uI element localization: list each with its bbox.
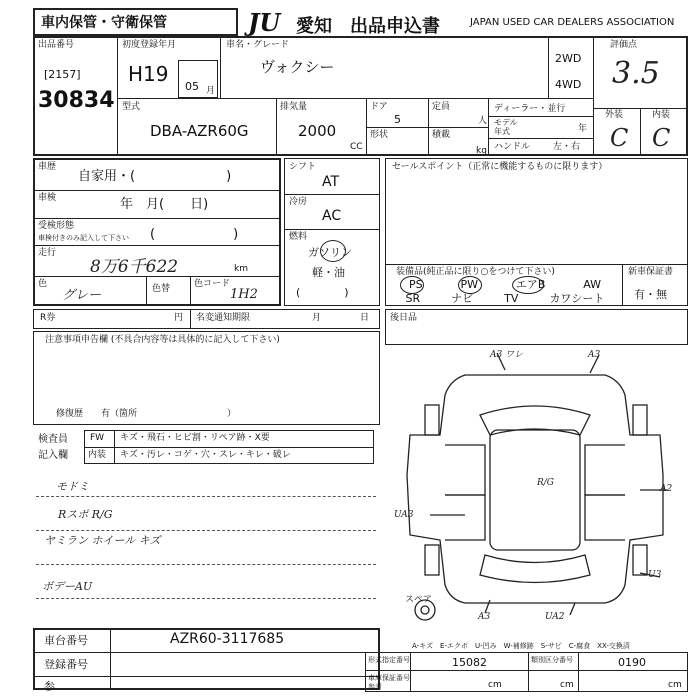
ju-logo: JU: [248, 8, 281, 37]
right-door-rear: [585, 495, 625, 540]
fuel-label: 燃料: [289, 232, 308, 242]
shift-label: シフト: [289, 162, 317, 172]
roof: [490, 430, 580, 550]
load-unit: kg: [476, 146, 487, 156]
assoc-name: JAPAN USED CAR DEALERS ASSOCIATION: [470, 17, 675, 28]
mark-4: A2: [660, 484, 673, 494]
mileage-value: 8万6千622: [90, 257, 179, 277]
mileage-unit: km: [234, 264, 248, 274]
equip-airbag: エアB: [515, 278, 546, 291]
handwritten-note-1: モドミ: [56, 480, 89, 493]
fuel-gas-circle: [320, 240, 346, 262]
int-label: 内装: [652, 110, 671, 120]
displacement-unit: CC: [350, 142, 363, 152]
handle-opts: 左・右: [553, 142, 581, 152]
fuel-other: ( ): [296, 286, 349, 299]
equip-aw: AW: [583, 278, 602, 291]
doors-label: ドア: [370, 102, 388, 112]
mark-5: UA3: [394, 510, 414, 520]
score-value: 3.5: [612, 56, 660, 91]
ext-value: C: [610, 124, 629, 152]
tax-notice-day: 日: [360, 313, 370, 323]
r-ticket-label: R券: [40, 313, 56, 323]
first-reg-era: H19: [128, 62, 169, 86]
ac-label: 冷房: [289, 197, 308, 207]
dims-unit-1: cm: [488, 680, 502, 690]
int-items-label: 内装: [88, 450, 107, 460]
first-reg-month-unit: 月: [206, 86, 216, 96]
handwritten-note-2: Rスポ R/G: [58, 508, 113, 521]
left-door-front: [445, 445, 485, 495]
equip-ps: PS: [408, 278, 423, 291]
displacement-value: 2000: [298, 122, 337, 140]
capacity-unit: 人: [478, 116, 488, 126]
handwritten-note-3: ヤミラン ホイール キズ: [44, 534, 161, 547]
year-unit: 年: [578, 124, 588, 134]
fw-label: FW: [90, 433, 105, 443]
right-door-front: [585, 445, 625, 495]
org-name: 愛知: [296, 16, 332, 37]
month-box: [178, 60, 218, 98]
wheel-rl: [425, 545, 439, 575]
storage-label: 車内保管・守衛保管: [41, 15, 167, 31]
car-name: ヴォクシー: [260, 58, 335, 76]
mark-8: UA2: [545, 612, 565, 622]
mark-7: A3: [478, 612, 491, 622]
first-reg-label: 初度登録年月: [122, 40, 177, 50]
int-items: キズ・汚レ・コゲ・穴・スレ・キレ・破レ: [120, 450, 291, 460]
equip-pw: PW: [460, 278, 478, 291]
color-label: 色: [38, 279, 48, 289]
equip-label: 装備品(純正品に限り○をつけて下さい): [396, 267, 555, 277]
r-ticket-unit: 円: [174, 313, 184, 323]
load-label: 積載: [432, 130, 451, 140]
shift-value: AT: [322, 174, 340, 190]
blank-label: 参: [44, 680, 55, 693]
class-label: 類別区分番号: [531, 656, 573, 664]
wheel-rr: [633, 545, 647, 575]
tax-notice-label: 名変通知期限: [196, 313, 251, 323]
wheel-fr: [633, 405, 647, 435]
handwritten-note-4: ボデーAU: [42, 580, 93, 593]
warranty-value: 有・無: [634, 288, 667, 301]
lot-subno: [2157]: [44, 68, 81, 81]
score-label: 評価点: [610, 40, 638, 50]
inspection-value: 年 月( 日): [120, 197, 209, 212]
color-code-label: 色コード: [194, 279, 231, 289]
model-label: 型式: [122, 102, 141, 112]
displacement-label: 排気量: [280, 102, 308, 112]
mileage-label: 走行: [38, 248, 57, 258]
class-value: 0190: [618, 656, 646, 669]
chassis-label: 車台番号: [44, 634, 88, 647]
dims-label1: 車庫保証番号: [368, 674, 410, 682]
handle-label: ハンドル: [494, 142, 531, 152]
lot-number: 30834: [38, 88, 115, 113]
drive-2wd: 2WD: [555, 52, 582, 65]
body-outline: [407, 375, 663, 603]
doors-value: 5: [394, 113, 401, 126]
notes-label: 注意事項申告欄 (不具合内容等は具体的に記入して下さい): [45, 335, 280, 345]
after-date-box: [385, 309, 688, 345]
equip-leather: カワシート: [549, 292, 605, 305]
inspector-label2: 記入欄: [38, 450, 68, 461]
ps-circle: [400, 276, 424, 294]
dims-unit-2: cm: [560, 680, 574, 690]
color-change-label: 色替: [152, 284, 171, 294]
color-code-value: 1H2: [230, 287, 258, 302]
history-label: 車歴: [38, 162, 57, 172]
mark-6: U3: [648, 570, 662, 580]
warranty-label: 新車保証書: [628, 267, 674, 277]
inspector-label1: 検査員: [38, 434, 68, 445]
dims-label2: 参考: [368, 683, 382, 691]
dims-unit-3: cm: [668, 680, 682, 690]
airbag-circle: [512, 276, 544, 294]
reg-label: 登録番号: [44, 658, 88, 671]
lot-label: 出品番号: [38, 40, 75, 50]
after-date-label: 後日品: [390, 313, 418, 323]
ext-label: 外装: [605, 110, 624, 120]
first-reg-month: 05: [185, 80, 199, 93]
capacity-label: 定員: [432, 102, 451, 112]
car-label: 車名・グレード: [226, 40, 290, 50]
equip-tv: TV: [504, 292, 519, 305]
form-type-value: 15082: [452, 656, 487, 669]
int-value: C: [652, 124, 671, 152]
fuel-diesel: 軽・油: [312, 266, 345, 279]
fuel-gas: ガソリン: [308, 246, 352, 259]
history-value: 自家用・( ): [78, 169, 232, 184]
accept-value: ( ): [150, 227, 239, 242]
form-title: 出品申込書: [350, 16, 440, 37]
equip-navi: ナビ: [451, 292, 474, 305]
mark-1: A3 ワレ: [490, 350, 524, 360]
inspection-label: 車検: [38, 193, 57, 203]
fw-items: キズ・飛石・ヒビ割・リペア跡・X要: [120, 433, 270, 443]
wheel-fl: [425, 405, 439, 435]
shape-label: 形状: [370, 130, 389, 140]
tax-notice-month: 月: [312, 313, 322, 323]
dealer-label: ディーラー・並行: [494, 104, 566, 114]
equip-sr: SR: [405, 292, 421, 305]
left-door-rear: [445, 495, 485, 540]
model-value: DBA-AZR60G: [150, 122, 249, 140]
accept-label: 受検形態: [38, 221, 75, 231]
repair-label: 修復歴 有（箇所 ）: [56, 409, 237, 419]
pw-circle: [458, 276, 482, 294]
drive-4wd: 4WD: [555, 78, 582, 91]
equip-grid: [390, 278, 620, 306]
spare-label: スペア: [405, 595, 433, 605]
storage-box: [33, 8, 238, 36]
mark-2: A3: [588, 350, 601, 360]
chassis-value: AZR60-3117685: [170, 631, 285, 647]
sales-label: セールスポイント（正常に機能するものに限ります）: [392, 162, 608, 172]
form-type-label: 形式指定番号: [368, 656, 410, 664]
mark-3: R/G: [537, 478, 554, 488]
ac-value: AC: [322, 208, 342, 224]
accept-note: 車検付きのみ記入して下さい: [38, 234, 129, 242]
model-year-label: モデル 年式: [494, 118, 518, 136]
color-value: グレー: [62, 288, 102, 303]
diagram-legend: A-キズ E-エクボ U-凹み W-補修跡 S-サビ C-腐食 XX-交換済: [412, 642, 630, 650]
rear-window: [480, 555, 590, 583]
